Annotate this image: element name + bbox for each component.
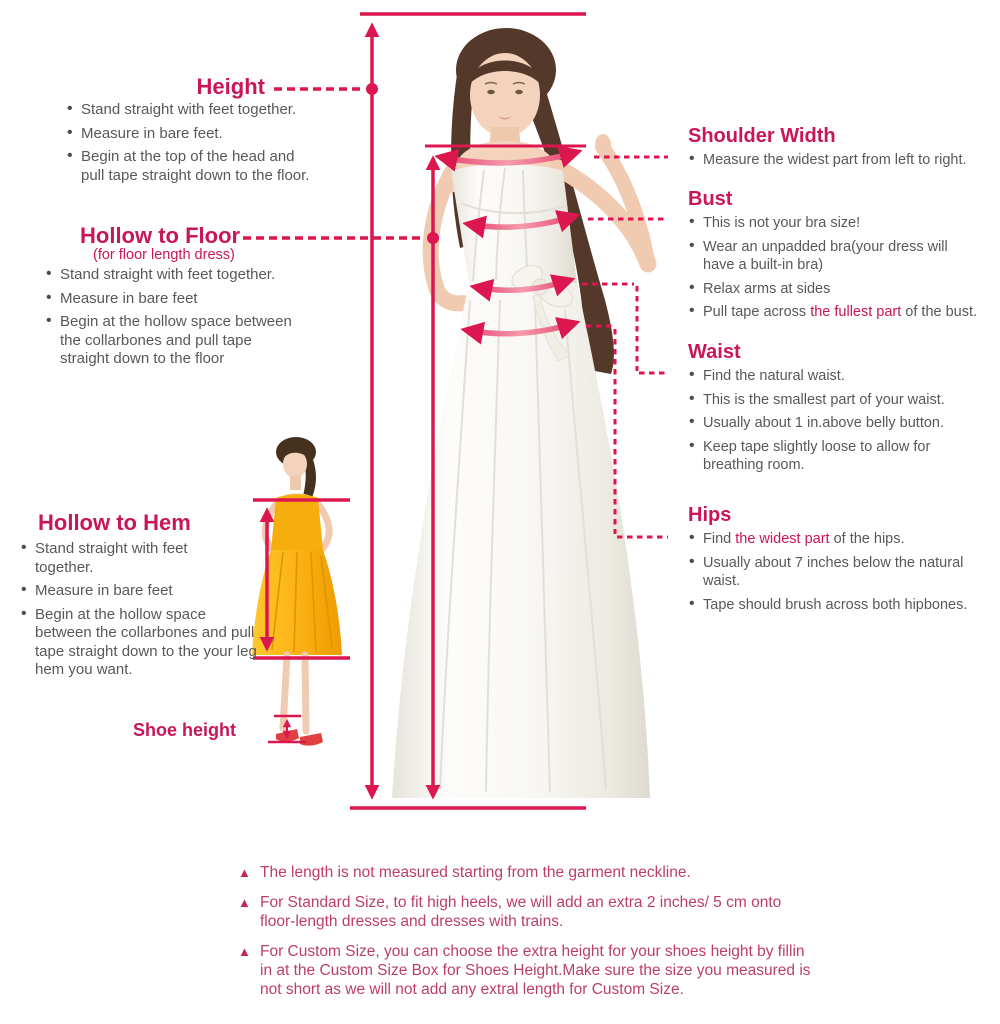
note-item <box>238 893 983 931</box>
list-item: • Usually about 1 in.above belly button. <box>688 414 945 433</box>
note-text: The length is not measured starting from the garment neckline. <box>260 864 691 881</box>
bust-section <box>688 188 977 327</box>
warning-triangle-icon: ▲ <box>238 895 251 910</box>
list-item: • Wear an unpadded bra(your dress will have a built-in bra) <box>688 238 977 275</box>
section-title-height: Height <box>196 74 265 99</box>
list-item: • Begin at the top of the head and pull tape straight down to the floor. <box>66 148 309 185</box>
section-title-hollow-to-hem: Hollow to Hem <box>38 510 191 535</box>
shoulder-width-section <box>688 125 967 175</box>
list-item: • Begin at the hollow space between the collarbones and pull tape straight down to the floor <box>45 313 292 369</box>
note-text: For Custom Size, you can choose the extra height for your shoes height by fillin in at the Custom Size Box for Shoes Height.Make sure the size you measured is not short as we will not add any extral length for Custom Size. <box>260 943 811 998</box>
list-item: • Measure the widest part from left to right. <box>688 151 967 170</box>
hollow-to-floor-instructions <box>45 266 292 374</box>
list-item: • Keep tape slightly loose to allow for breathing room. <box>688 438 945 475</box>
list-item: • Measure in bare feet. <box>66 125 309 144</box>
section-title-shoe-height: Shoe height <box>133 720 236 740</box>
waist-section <box>688 341 945 480</box>
warning-triangle-icon: ▲ <box>238 944 251 959</box>
warning-triangle-icon: ▲ <box>238 865 251 880</box>
list-item: • Tape should brush across both hipbones. <box>688 596 967 615</box>
section-title-hips: Hips <box>688 504 732 526</box>
footer-notes <box>238 863 983 1010</box>
list-item: • Stand straight with feet together. <box>20 540 257 577</box>
list-item: • Relax arms at sides <box>688 280 977 299</box>
section-title-hollow-to-floor: Hollow to Floor <box>80 223 241 248</box>
list-item: • This is not your bra size! <box>688 214 977 233</box>
list-item: • Measure in bare feet <box>45 290 292 309</box>
note-item <box>238 942 983 999</box>
model-floor-length-figure <box>392 28 650 798</box>
section-title-bust: Bust <box>688 188 733 210</box>
section-title-waist: Waist <box>688 341 741 363</box>
hips-section <box>688 504 967 619</box>
note-item <box>238 863 983 882</box>
model-knee-length-figure <box>252 437 342 746</box>
height-instructions <box>66 101 309 190</box>
hollow-to-floor-subtitle: (for floor length dress) <box>93 247 235 263</box>
list-item: • Stand straight with feet together. <box>66 101 309 120</box>
list-item: • Usually about 7 inches below the natural waist. <box>688 554 967 591</box>
highlight-widest-part: the widest part <box>735 531 830 547</box>
list-item: • Stand straight with feet together. <box>45 266 292 285</box>
list-item: • Pull tape across the fullest part of the bust. <box>688 303 977 322</box>
list-item: • Find the natural waist. <box>688 367 945 386</box>
list-item: • Measure in bare feet <box>20 582 257 601</box>
section-title-shoulder-width: Shoulder Width <box>688 125 836 147</box>
highlight-fullest-part: the fullest part <box>810 304 902 320</box>
hollow-to-hem-instructions <box>20 540 257 685</box>
list-item: • Begin at the hollow space between the collarbones and pull tape straight down to the your leg hem you want. <box>20 606 257 680</box>
list-item: • Find the widest part of the hips. <box>688 530 967 549</box>
note-text: For Standard Size, to fit high heels, we will add an extra 2 inches/ 5 cm onto floor-length dresses and dresses with trains. <box>260 894 782 930</box>
list-item: • This is the smallest part of your waist. <box>688 391 945 410</box>
